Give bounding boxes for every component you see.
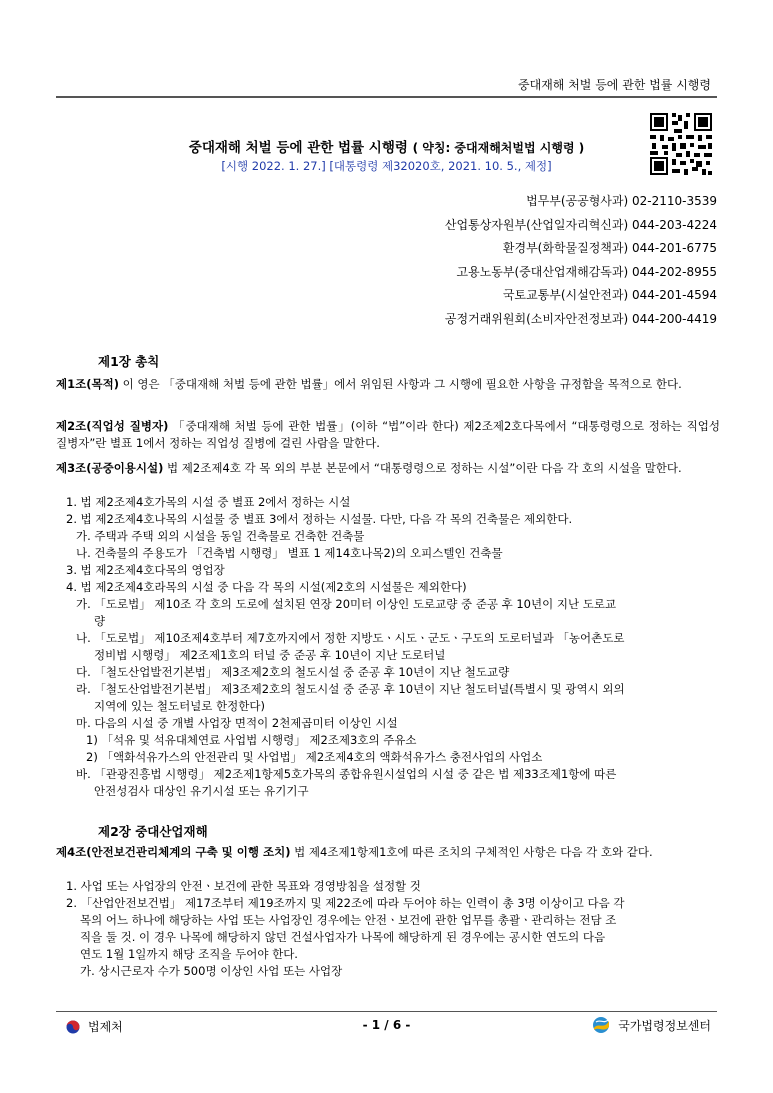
footer-rule — [56, 1011, 717, 1012]
article-body: 이 영은 「중대재해 처벌 등에 관한 법률」에서 위임된 사항과 그 시행에 필요한 사항을 규정함을 목적으로 한다. — [118, 377, 682, 391]
list-item: 3. 법 제2조제4호다목의 영업장 — [66, 563, 225, 577]
list-item: 라. 「철도산업발전기본법」 제3조제2호의 철도시설 중 준공 후 10년이 지난 철도터널(특별시 및 광역시 외의 — [76, 682, 625, 696]
article-2 — [56, 418, 720, 452]
list-item: 다. 「철도산업발전기본법」 제3조제2호의 철도시설 중 준공 후 10년이 지난 철도교량 — [76, 665, 510, 679]
list-item: 목의 어느 하나에 해당하는 사업 또는 사업장인 경우에는 안전ㆍ보건에 관한 업무를 총괄ㆍ관리하는 전담 조 — [80, 913, 617, 927]
contact-item: 법무부(공공형사과) 02-2110-3539 — [526, 194, 717, 208]
list-item: 나. 「도로법」 제10조제4호부터 제7호까지에서 정한 지방도ㆍ시도ㆍ군도ㆍ구도의 도로터널과 「농어촌도로 — [76, 631, 625, 645]
article-1 — [56, 376, 720, 393]
qr-code-icon[interactable] — [648, 111, 714, 177]
list-item: 4. 법 제2조제4호라목의 시설 중 다음 각 목의 시설(제2호의 시설물은 제외한다) — [66, 580, 467, 594]
article-body: 「중대재해 처벌 등에 관한 법률」(이하 “법”이라 한다) 제2조제2호다목에서 “대통령령으로 정하는 직업성 질병자”란 별표 1에서 정하는 직업성 질병에 걸린 사람을 말한다. — [56, 419, 721, 450]
chapter-heading: 제1장 총칙 — [98, 354, 160, 369]
list-item: 바. 「관광진흥법 시행령」 제2조제1항제5호가목의 종합유원시설업의 시설 중 같은 법 제33조제1항에 따른 — [76, 767, 617, 781]
contact-item: 고용노동부(중대산업재해감독과) 044-202-8955 — [456, 264, 717, 279]
contact-list — [445, 190, 717, 331]
list-item: 직을 둘 것. 이 경우 나목에 해당하지 않던 건설사업자가 나목에 해당하게 된 경우에는 공시한 연도의 다음 — [80, 930, 606, 944]
contact-item: 산업통상자원부(산업일자리혁신과) 044-203-4224 — [444, 217, 717, 232]
footer-right — [592, 1016, 711, 1034]
title-short: ( 약칭: 중대재해처벌법 시행령 ) — [412, 141, 585, 155]
globe-logo-icon — [592, 1016, 612, 1034]
article-heading: 제4조(안전보건관리체계의 구축 및 이행 조치) — [56, 845, 291, 859]
footer-org: 법제처 — [88, 1020, 123, 1034]
article-3 — [56, 460, 720, 477]
running-header: 중대재해 처벌 등에 관한 법률 시행령 — [518, 78, 711, 92]
list-item: 1) 「석유 및 석유대체연료 사업법 시행령」 제2조제3호의 주유소 — [86, 733, 417, 747]
list-item: 1. 법 제2조제4호가목의 시설 중 별표 2에서 정하는 시설 — [66, 495, 351, 509]
contact-item: 환경부(화학물질정책과) 044-201-6775 — [502, 241, 717, 255]
page-number: - 1 / 6 - — [362, 1018, 411, 1032]
article-body: 법 제4조제1항제1호에 따른 조치의 구체적인 사항은 다음 각 호와 같다. — [290, 845, 653, 859]
contact-item: 공정거래위원회(소비자안전정보과) 044-200-4419 — [444, 311, 717, 326]
list-item: 2. 「산업안전보건법」 제17조부터 제19조까지 및 제22조에 따라 두어야 하는 인력이 총 3명 이상이고 다음 각 — [66, 896, 625, 910]
chapter-heading: 제2장 중대산업재해 — [98, 824, 208, 839]
article-4 — [56, 844, 720, 861]
article-heading: 제3조(공중이용시설) — [56, 461, 164, 475]
article-heading: 제2조(직업성 질병자) — [56, 419, 169, 433]
list-item: 연도 1월 1일까지 해당 조직을 두어야 한다. — [80, 947, 298, 961]
list-item: 2) 「액화석유가스의 안전관리 및 사업법」 제2조제4호의 액화석유가스 충전사업의 사업소 — [86, 750, 543, 764]
list-item: 가. 주택과 주택 외의 시설을 동일 건축물로 건축한 건축물 — [76, 529, 365, 543]
list-item: 지역에 있는 철도터널로 한정한다) — [94, 699, 265, 713]
header-rule — [56, 96, 717, 98]
list-item: 가. 「도로법」 제10조 각 호의 도로에 설치된 연장 20미터 이상인 도로교량 중 준공 후 10년이 지난 도로교 — [76, 597, 617, 611]
list-item: 1. 사업 또는 사업장의 안전ㆍ보건에 관한 목표와 경영방침을 설정할 것 — [66, 879, 421, 893]
list-item: 정비법 시행령」 제2조제1호의 터널 중 준공 후 10년이 지난 도로터널 — [94, 648, 446, 662]
list-item: 가. 상시근로자 수가 500명 이상인 사업 또는 사업장 — [80, 964, 343, 978]
list-item: 안전성검사 대상인 유기시설 또는 유기기구 — [94, 784, 309, 798]
article-body: 법 제2조제4호 각 목 외의 부분 본문에서 “대통령령으로 정하는 시설”이란 다음 각 호의 시설을 말한다. — [163, 461, 682, 475]
enactment-info: [시행 2022. 1. 27.] [대통령령 제32020호, 2021. 10. 5., 제정] — [221, 159, 552, 173]
article-3-items — [56, 494, 720, 800]
list-item: 량 — [94, 614, 106, 628]
list-item: 2. 법 제2조제4호나목의 시설물 중 별표 3에서 정하는 시설물. 다만, 다음 각 목의 건축물은 제외한다. — [66, 512, 573, 526]
article-4-items — [56, 878, 720, 980]
contact-item: 국토교통부(시설안전과) 044-201-4594 — [502, 288, 717, 302]
list-item: 나. 건축물의 주용도가 「건축법 시행령」 별표 1 제14호나목2)의 오피스텔인 건축물 — [76, 546, 503, 560]
footer-source: 국가법령정보센터 — [618, 1018, 711, 1033]
title-text: 중대재해 처벌 등에 관한 법률 시행령 — [188, 140, 408, 156]
list-item: 마. 다음의 시설 중 개별 사업장 면적이 2천제곱미터 이상인 시설 — [76, 716, 398, 730]
article-heading: 제1조(목적) — [56, 377, 119, 391]
